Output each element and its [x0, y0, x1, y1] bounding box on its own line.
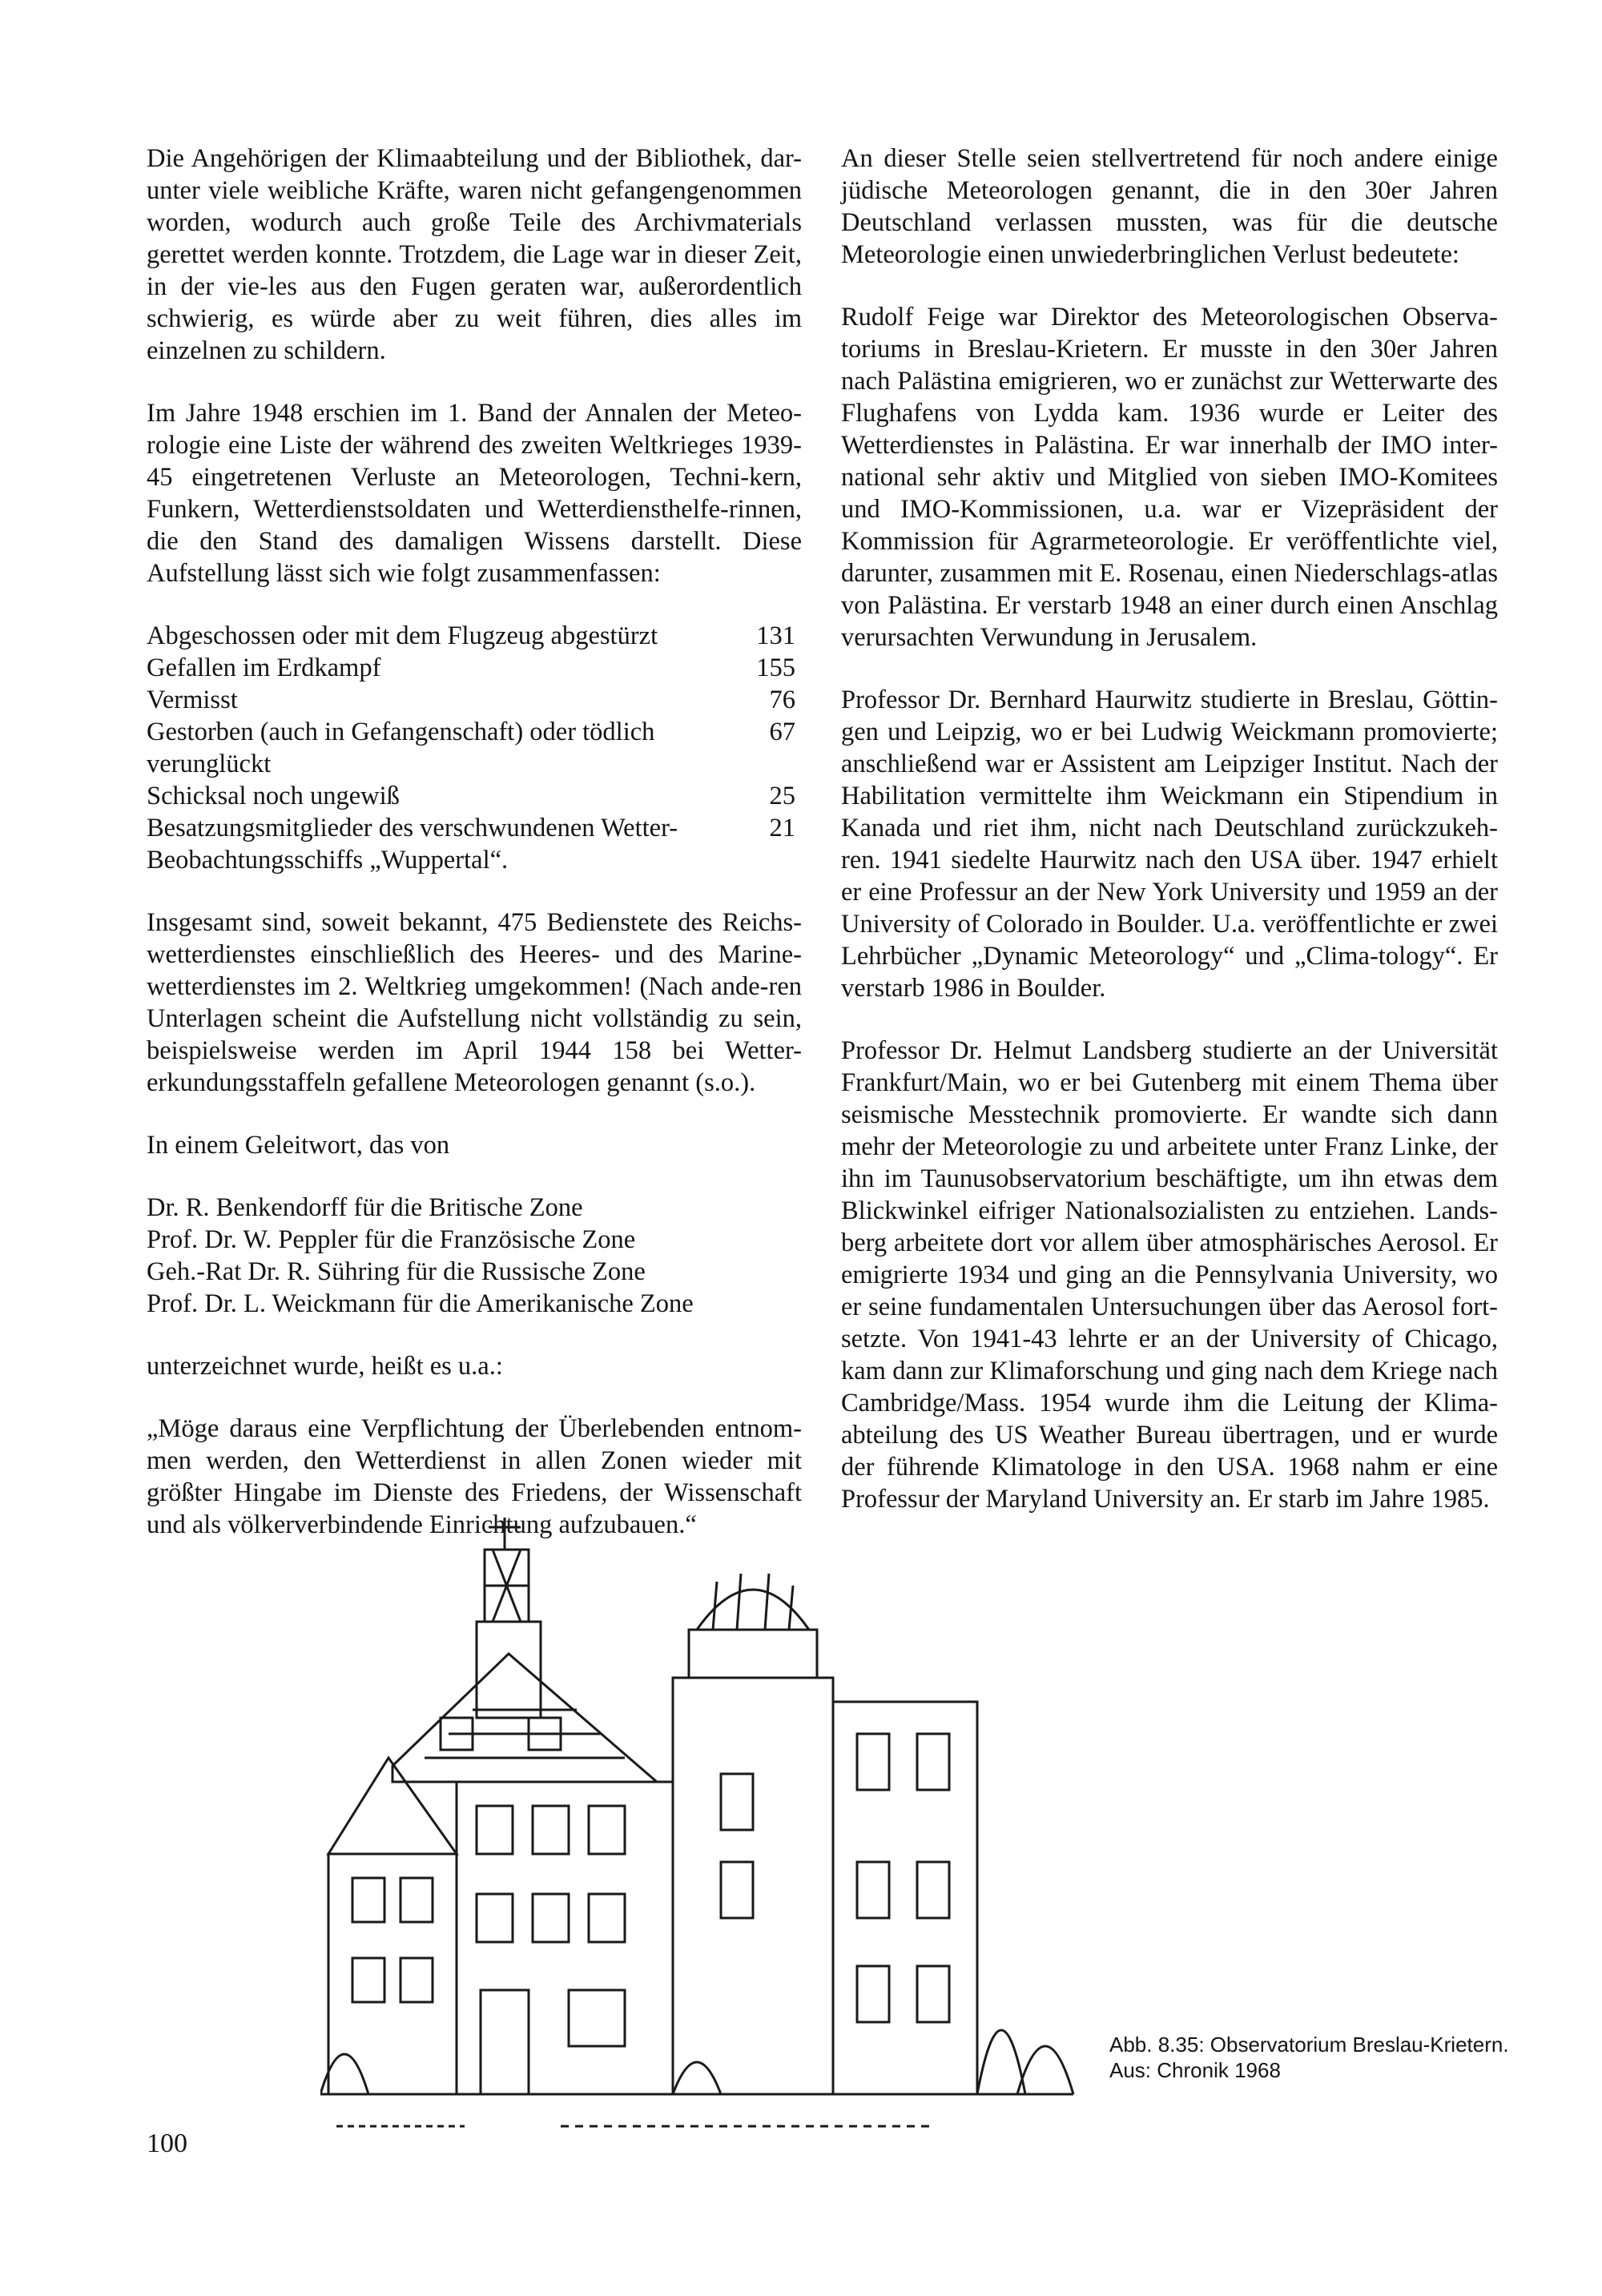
page-number: 100	[147, 2129, 187, 2158]
tally-count: 67	[769, 718, 795, 746]
losses-tally	[147, 620, 802, 876]
tally-count: 21	[769, 814, 795, 842]
tally-row	[147, 812, 802, 876]
quote-geleitwort: „Möge daraus eine Verpflichtung der Überlebenden entnom-men werden, den Wetterdienst in allen Zonen wieder mit größter Hingabe im Dienste des Friedens, der Wissenschaft und als völkerverbindende Einrichtung aufzubauen.“	[147, 1414, 802, 1539]
paragraph-annalen-list: Im Jahre 1948 erschien im 1. Band der Annalen der Meteo-rologie eine Liste der während des zweiten Weltkrieges 1939-45 eingetretenen Verluste an Meteorologen, Techni-kern, Funkern, Wetterdienstsoldaten und Wetterdiensthelfe-rinnen, die den Stand des damaligen Wissens darstellt. Diese Aufstellung lässt sich wie folgt zusammenfassen:	[147, 399, 802, 588]
tally-row	[147, 620, 802, 652]
caption-source: Aus: Chronik 1968	[1109, 2058, 1281, 2082]
tally-row	[147, 716, 802, 780]
tally-count: 155	[756, 653, 795, 682]
paragraph-geleitwort: In einem Geleitwort, das von	[147, 1131, 450, 1160]
signatory: Dr. R. Benkendorff für die Britische Zone	[147, 1193, 583, 1222]
observatory-illustration	[320, 1518, 1153, 2174]
paragraph-feige: Rudolf Feige war Direktor des Meteorologischen Observa-toriums in Breslau-Krietern. Er musste in den 30er Jahren nach Palästina emigrieren, wo er zunächst zur Wetterwarte des Flughafens von Lydda kam. 1936 wurde er Leiter des Wetterdienstes in Palästina. Er war innerhalb der IMO inter-national sehr aktiv und Mitglied von sieben IMO-Komitees und IMO-Kommissionen, u.a. war er Vizepräsident der Kommission für Agrarmeteorologie. Er veröffentlichte viel, darunter, zusammen mit E. Rosenau, einen Niederschlags-atlas von Palästina. Er verstarb 1948 an einer durch einen Anschlag verursachten Verwundung in Jerusalem.	[841, 303, 1498, 652]
tally-row	[147, 684, 802, 716]
tally-count: 131	[756, 621, 795, 650]
paragraph-archive: Die Angehörigen der Klimaabteilung und der Bibliothek, dar-unter viele weibliche Kräfte, waren nicht gefangengenommen worden, wodurch auch große Teile des Archivmaterials gerettet werden konnte. Trotzdem, die Lage war in dieser Zeit, in der vie-les aus den Fugen geraten war, außerordentlich schwierig, es würde aber zu weit führen, dies alles im einzelnen zu schildern.	[147, 144, 802, 365]
caption-line: Abb. 8.35: Observatorium Breslau-Krietern.	[1109, 2033, 1509, 2057]
tally-label: Schicksal noch ungewiß	[147, 782, 400, 810]
figure-caption	[1109, 2032, 1526, 2083]
left-column	[147, 143, 802, 1571]
signatory: Prof. Dr. L. Weickmann für die Amerikanische Zone	[147, 1289, 694, 1318]
tally-label: Abgeschossen oder mit dem Flugzeug abgestürzt	[147, 621, 658, 650]
tally-count: 76	[769, 686, 795, 714]
signatory: Prof. Dr. W. Peppler für die Französische Zone	[147, 1225, 636, 1254]
tally-count: 25	[769, 782, 795, 810]
tally-label: Gefallen im Erdkampf	[147, 653, 381, 682]
tally-label: Besatzungsmitglieder des verschwundenen Wetter-Beobachtungsschiffs „Wuppertal“.	[147, 814, 678, 875]
tally-label: Vermisst	[147, 686, 238, 714]
signatories-list	[147, 1192, 802, 1320]
signatory: Geh.-Rat Dr. R. Sühring für die Russische Zone	[147, 1257, 646, 1286]
observatory-building-sketch-icon	[320, 1518, 1153, 2174]
paragraph-landsberg: Professor Dr. Helmut Landsberg studierte an der Universität Frankfurt/Main, wo er bei Gutenberg mit einem Thema über seismische Messtechnik promovierte. Er wandte sich dann mehr der Meteorologie zu und arbeitete unter Franz Linke, der ihn im Taunusobservatorium beschäftigte, um ihn etwas dem Blickwinkel eifriger Nationalsozialisten zu entziehen. Lands-berg arbeitete dort vor allem über atmosphärisches Aerosol. Er emigrierte 1934 und ging an die Pennsylvania University, wo er seine fundamentalen Untersuchungen über das Aerosol fort-setzte. Von 1941-43 lehrte er an der University of Chicago, kam dann zur Klimaforschung und ging nach dem Kriege nach Cambridge/Mass. 1954 wurde ihm die Leitung der Klima-abteilung des US Weather Bureau übertragen, und er wurde der führende Klimatologe in den USA. 1968 nahm er eine Professur der Maryland University an. Er starb im Jahre 1985.	[841, 1036, 1498, 1514]
right-column	[841, 143, 1498, 1546]
paragraph-total-losses: Insgesamt sind, soweit bekannt, 475 Bedienstete des Reichs-wetterdienstes einschließlich des Heeres- und des Marine-wetterdienstes im 2. Weltkrieg umgekommen! (Nach ande-ren Unterlagen scheint die Aufstellung nicht vollständig zu sein, beispielsweise werden im April 1944 158 bei Wetter-erkundungsstaffeln gefallene Meteorologen genannt (s.o.).	[147, 908, 802, 1097]
paragraph-jewish-meteorologists: An dieser Stelle seien stellvertretend für noch andere einige jüdische Meteorologen genannt, die in den 30er Jahren Deutschland verlassen mussten, was für die deutsche Meteorologie einen unwiederbringlichen Verlust bedeutete:	[841, 144, 1498, 269]
tally-label: Gestorben (auch in Gefangenschaft) oder tödlich verunglückt	[147, 718, 655, 778]
paragraph-signed: unterzeichnet wurde, heißt es u.a.:	[147, 1352, 503, 1381]
tally-row	[147, 652, 802, 684]
tally-row	[147, 780, 802, 812]
paragraph-haurwitz: Professor Dr. Bernhard Haurwitz studierte in Breslau, Göttin-gen und Leipzig, wo er bei Ludwig Weickmann promovierte; anschließend war er Assistent am Leipziger Institut. Nach der Habilitation vermittelte ihm Weickmann ein Stipendium in Kanada und riet ihm, nicht nach Deutschland zurückzukeh-ren. 1941 siedelte Haurwitz nach den USA über. 1947 erhielt er eine Professur an der New York University und 1959 an der University of Colorado in Boulder. U.a. veröffentlichte er zwei Lehrbücher „Dynamic Meteorology“ und „Clima-tology“. Er verstarb 1986 in Boulder.	[841, 686, 1498, 1003]
